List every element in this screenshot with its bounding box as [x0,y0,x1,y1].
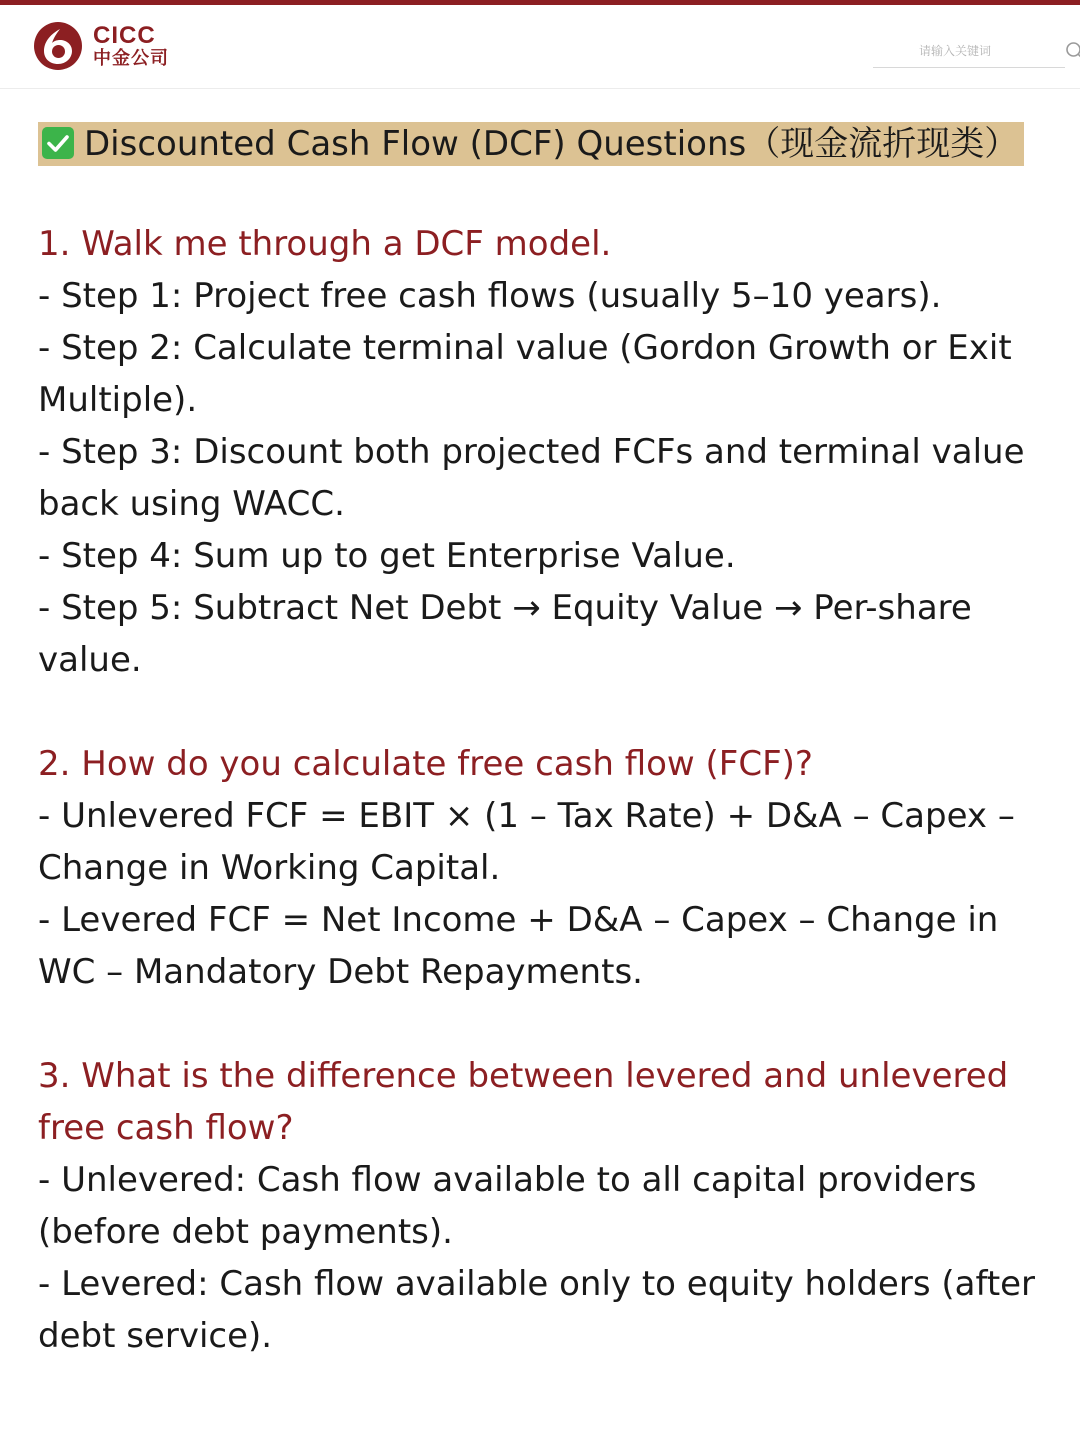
logo-wordmark-en: CICC [93,22,156,49]
cicc-logo-icon [33,21,83,71]
question-heading: 3. What is the difference between levered and unlevered free cash flow? [38,1056,1009,1148]
answer-line: - Levered: Cash flow available only to equity holders (after debt service). [38,1264,1036,1356]
search-button[interactable] [1065,40,1080,62]
answer-line: - Step 4: Sum up to get Enterprise Value. [38,536,736,576]
search-box [873,35,1065,68]
question-section [38,1050,1048,1362]
site-header [0,5,1080,89]
check-mark-icon [42,127,74,159]
answer-line: - Unlevered FCF = EBIT × (1 – Tax Rate) + D&A – Capex – Change in Working Capital. [38,796,1015,888]
cicc-logo[interactable] [33,21,169,71]
answer-line: - Step 3: Discount both projected FCFs and terminal value back using WACC. [38,432,1025,524]
question-section [38,218,1048,686]
question-heading: 2. How do you calculate free cash flow (FCF)? [38,744,813,784]
answer-line: - Step 2: Calculate terminal value (Gordon Growth or Exit Multiple). [38,328,1012,420]
search-input[interactable] [919,44,1053,58]
answer-line: - Step 1: Project free cash flows (usually 5–10 years). [38,276,942,316]
article-body [38,118,1048,1362]
article-title [38,118,1048,170]
article-title-text: Discounted Cash Flow (DCF) Questions（现金流折现类） [84,124,1019,164]
answer-line: - Step 5: Subtract Net Debt → Equity Value → Per-share value. [38,588,972,680]
answer-line: - Unlevered: Cash flow available to all capital providers (before debt payments). [38,1160,977,1252]
answer-line: - Levered FCF = Net Income + D&A – Capex – Change in WC – Mandatory Debt Repayments. [38,900,999,992]
question-heading: 1. Walk me through a DCF model. [38,224,612,264]
search-icon [1065,41,1080,61]
question-section [38,738,1048,998]
logo-wordmark-cn: 中金公司 [93,48,169,69]
